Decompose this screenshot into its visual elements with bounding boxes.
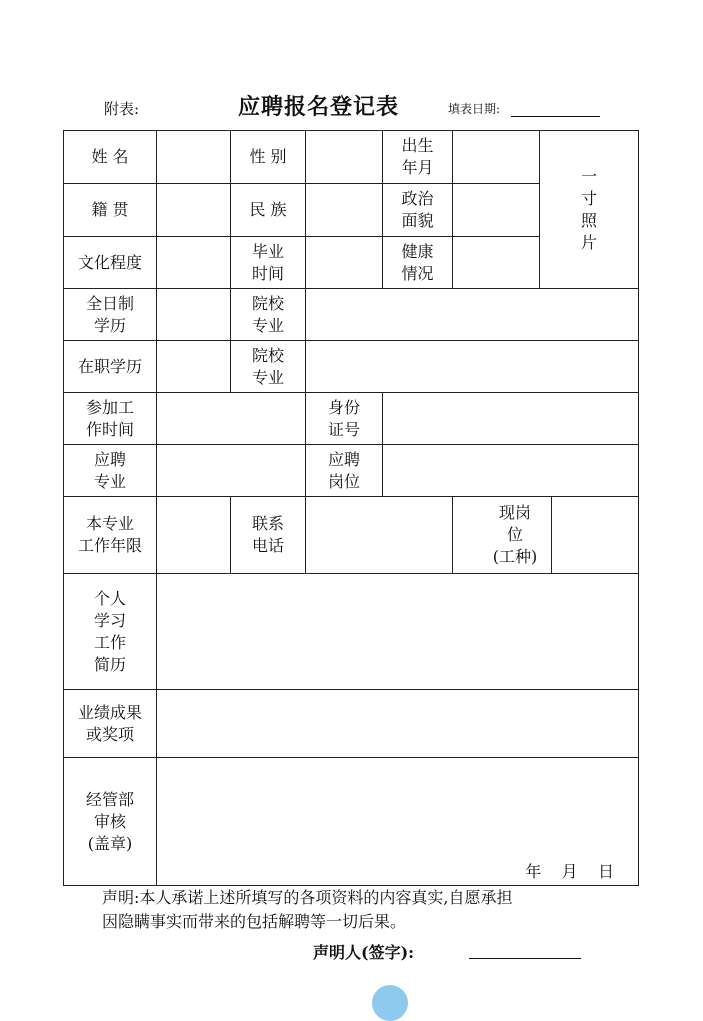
onjob-school-major-field[interactable] [306, 341, 639, 393]
birth-field[interactable] [453, 131, 540, 184]
health-field[interactable] [453, 237, 540, 289]
graduation-label: 毕业 时间 [231, 237, 306, 289]
ethnicity-label: 民 族 [231, 184, 306, 237]
attachment-label: 附表: [104, 100, 140, 118]
fill-date-blank[interactable] [511, 116, 600, 117]
onjob-school-major-label: 院校 专业 [231, 341, 306, 393]
work-start-label: 参加工 作时间 [64, 393, 157, 445]
photo-char-3: 照 [581, 210, 598, 230]
apply-major-label: 应聘 专业 [64, 445, 157, 497]
apply-post-label: 应聘 岗位 [306, 445, 383, 497]
resume-field[interactable] [157, 574, 639, 690]
id-number-label: 身份 证号 [306, 393, 383, 445]
declaration [102, 886, 642, 934]
fulltime-edu-field[interactable] [157, 289, 231, 341]
name-label: 姓 名 [64, 131, 157, 184]
phone-label: 联系 电话 [231, 497, 306, 574]
form-header [0, 88, 703, 124]
origin-field[interactable] [157, 184, 231, 237]
declaration-line-1: 声明:本人承诺上述所填写的各项资料的内容真实,自愿承担 [102, 888, 513, 907]
name-field[interactable] [157, 131, 231, 184]
fulltime-school-major-field[interactable] [306, 289, 639, 341]
achievements-label: 业绩成果 或奖项 [64, 690, 157, 758]
registration-form-table [63, 130, 639, 886]
resume-label: 个人 学习 工作 简历 [64, 574, 157, 690]
apply-post-field[interactable] [383, 445, 639, 497]
review-field[interactable] [157, 758, 639, 886]
phone-field[interactable] [306, 497, 453, 574]
politics-field[interactable] [453, 184, 540, 237]
review-label: 经管部 审核 (盖章) [64, 758, 157, 886]
achievements-field[interactable] [157, 690, 639, 758]
id-number-field[interactable] [383, 393, 639, 445]
politics-label: 政治 面貌 [383, 184, 453, 237]
ethnicity-field[interactable] [306, 184, 383, 237]
work-years-label: 本专业 工作年限 [64, 497, 157, 574]
signer-label: 声明人(签字): [313, 943, 415, 962]
fulltime-school-major-label: 院校 专业 [231, 289, 306, 341]
form-title: 应聘报名登记表 [238, 95, 400, 120]
work-start-field[interactable] [157, 393, 306, 445]
declaration-line-2: 因隐瞒事实而带来的包括解聘等一切后果。 [102, 912, 407, 931]
work-years-field[interactable] [157, 497, 231, 574]
gender-label: 性 别 [231, 131, 306, 184]
fill-date-label: 填表日期: [448, 102, 501, 116]
onjob-edu-field[interactable] [157, 341, 231, 393]
onjob-edu-label: 在职学历 [64, 341, 157, 393]
signature-blank[interactable] [469, 958, 581, 959]
health-label: 健康 情况 [383, 237, 453, 289]
graduation-field[interactable] [306, 237, 383, 289]
education-level-field[interactable] [157, 237, 231, 289]
photo-char-1: 一 [581, 166, 598, 186]
birth-label: 出生 年月 [383, 131, 453, 184]
origin-label: 籍 贯 [64, 184, 157, 237]
current-post-label: 现岗 位 (工种) [453, 497, 552, 574]
current-post-field[interactable] [552, 497, 639, 574]
photo-char-4: 片 [581, 232, 598, 252]
apply-major-field[interactable] [157, 445, 306, 497]
photo-box[interactable] [540, 131, 639, 289]
review-date: 年 月 日 [525, 862, 615, 881]
fulltime-edu-label: 全日制 学历 [64, 289, 157, 341]
watermark-circle-icon [372, 985, 408, 1021]
photo-char-2: 寸 [581, 188, 598, 208]
education-level-label: 文化程度 [64, 237, 157, 289]
gender-field[interactable] [306, 131, 383, 184]
